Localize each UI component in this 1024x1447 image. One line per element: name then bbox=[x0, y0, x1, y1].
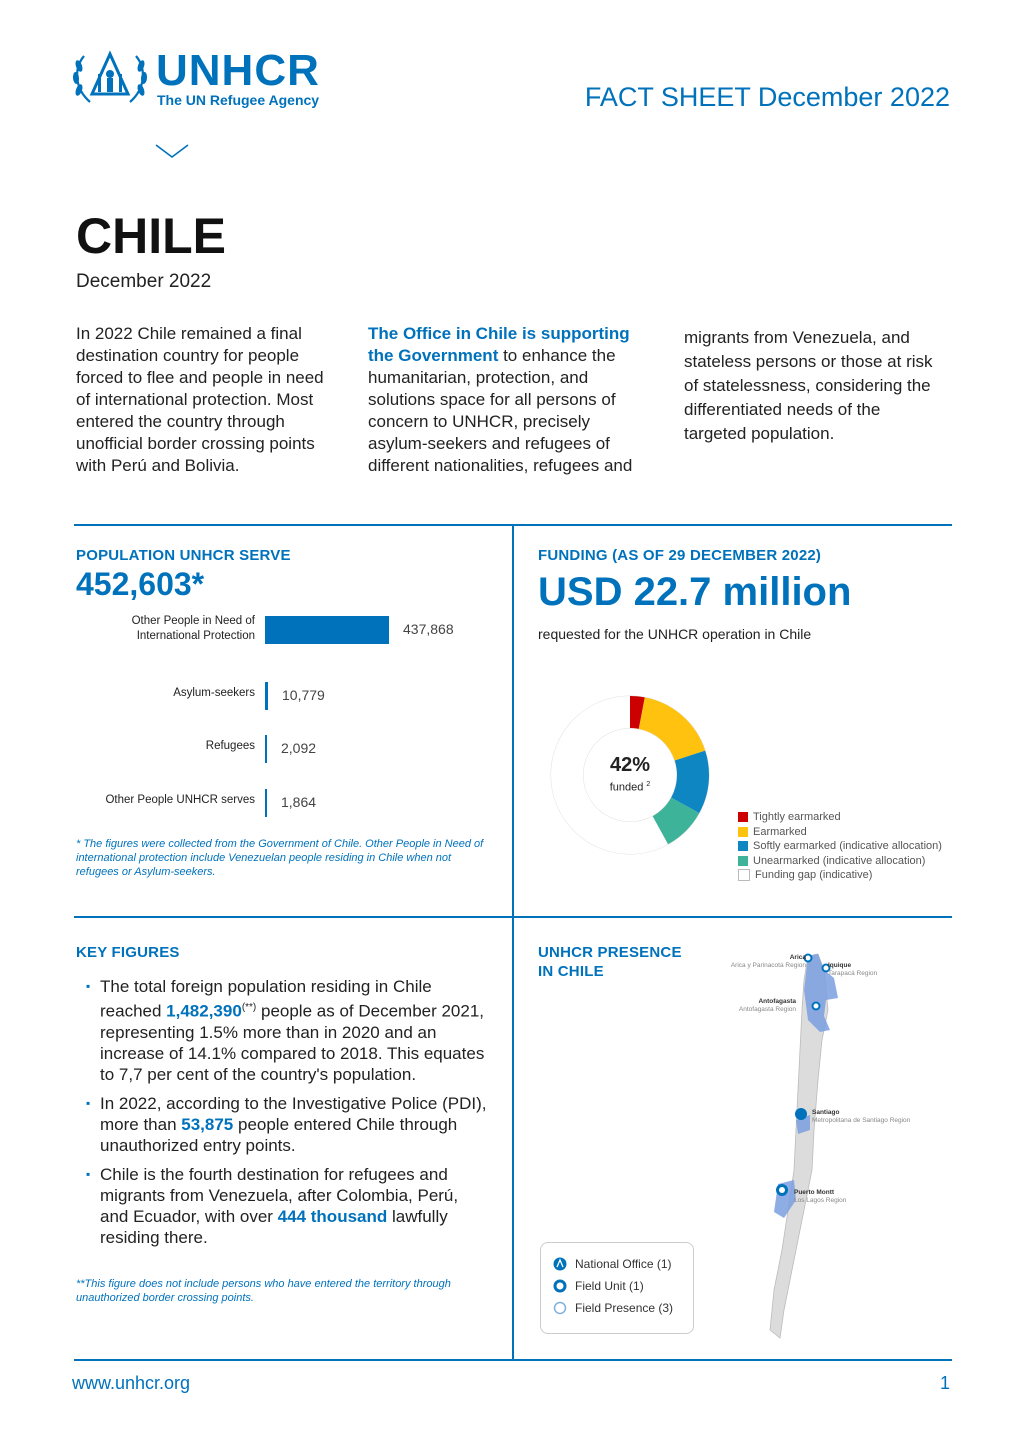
bar-value-label: 1,864 bbox=[281, 794, 317, 810]
national-office-icon bbox=[553, 1257, 567, 1271]
key-figure-item: ▪ Chile is the fourth destination for refugees and migrants from Venezuela, after Colombia, Perú, and Ecuador, with over 444 thousand lawfully residing there. bbox=[76, 1164, 490, 1248]
logo-wordmark: UNHCR bbox=[156, 46, 320, 95]
legend-item bbox=[738, 825, 942, 840]
key-figures-heading: KEY FIGURES bbox=[76, 944, 180, 961]
funded-label bbox=[592, 781, 668, 794]
population-footnote: * The figures were collected from the Government of Chile. Other People in Need of international protection include Venezuelan people residing in Chile when not refugees or Asylum-seekers. bbox=[76, 838, 484, 878]
key-figure-value: 1,482,390 bbox=[166, 1001, 242, 1021]
legend-swatch bbox=[738, 812, 748, 822]
legend-swatch bbox=[738, 827, 748, 837]
bar-value-label: 437,868 bbox=[403, 621, 454, 637]
map-legend-item bbox=[553, 1297, 673, 1319]
funded-percent: 42% bbox=[609, 754, 651, 776]
bar bbox=[265, 616, 389, 644]
intro-column-2-text: to enhance the humanitarian, protection, and solutions space for all persons of concern to UNHCR, precisely asylum-seekers and refugees of different nationalities, refugees and bbox=[368, 346, 633, 475]
bar-value-label: 10,779 bbox=[282, 687, 325, 703]
page-subtitle: December 2022 bbox=[76, 271, 212, 292]
map-label-name: Arica bbox=[789, 954, 806, 961]
legend-swatch bbox=[738, 869, 750, 881]
key-figure-value: 444 thousand bbox=[277, 1206, 388, 1226]
map-label-region: Metropolitana de Santiago Region bbox=[812, 1117, 911, 1124]
legend-label: Unearmarked (indicative allocation) bbox=[753, 854, 926, 867]
footer-url-link[interactable]: www.unhcr.org bbox=[72, 1373, 191, 1393]
bar-category-label: Other People in Need of International Protection bbox=[131, 615, 255, 642]
map-legend-label: Field Unit (1) bbox=[575, 1279, 644, 1293]
national-office-marker bbox=[795, 1108, 807, 1120]
legend-item bbox=[738, 868, 942, 883]
legend-label: Softly earmarked (indicative allocation) bbox=[753, 840, 942, 853]
map-label-name: Puerto Montt bbox=[794, 1189, 835, 1196]
funding-legend bbox=[738, 810, 942, 883]
presence-heading-2: IN CHILE bbox=[538, 963, 604, 980]
key-figure-value: 53,875 bbox=[181, 1114, 234, 1134]
map-label-puerto-montt bbox=[794, 1189, 884, 1205]
intro-column-1: In 2022 Chile remained a final destination country for people forced to flee and people in need of international protection. Most entered the country through unofficial border crossing points with Perú and Bolivia. bbox=[76, 324, 324, 475]
map-label-name: Iquique bbox=[828, 962, 852, 969]
legend-swatch bbox=[738, 841, 748, 851]
bar bbox=[265, 735, 267, 763]
divider bbox=[74, 1359, 952, 1361]
map-label-antofagasta bbox=[712, 998, 796, 1014]
legend-swatch bbox=[738, 856, 748, 866]
map-legend-label: Field Presence (3) bbox=[575, 1301, 674, 1315]
field-presence-icon bbox=[553, 1301, 567, 1315]
bar bbox=[265, 789, 267, 817]
funded-label-text: funded bbox=[609, 781, 644, 794]
funding-heading: FUNDING (AS OF 29 DECEMBER 2022) bbox=[538, 547, 822, 564]
population-heading: POPULATION UNHCR SERVE bbox=[76, 547, 291, 564]
field-presence-marker bbox=[813, 1003, 820, 1010]
map-label-name: Santiago bbox=[812, 1109, 840, 1116]
map-label-iquique bbox=[828, 962, 918, 978]
map-legend-item bbox=[553, 1253, 673, 1275]
intro-column-2 bbox=[368, 323, 654, 477]
map-label-region: Arica y Parinacota Region bbox=[730, 962, 806, 969]
chevron-down-icon bbox=[154, 142, 190, 160]
key-figure-item: ▪ In 2022, according to the Investigative Police (PDI), more than 53,875 people entered Chile through unauthorized entry points. bbox=[76, 1093, 490, 1156]
bar bbox=[265, 682, 268, 710]
population-bar-chart bbox=[0, 600, 512, 820]
page-number: 1 bbox=[939, 1373, 950, 1393]
intro-highlight: The Office in Chile is supporting the Government bbox=[368, 324, 630, 365]
map-label-santiago bbox=[812, 1109, 942, 1125]
legend-item bbox=[738, 854, 942, 869]
map-label-region: Tarapacá Region bbox=[828, 970, 878, 977]
key-figures-list bbox=[76, 976, 490, 1256]
legend-item bbox=[738, 810, 942, 825]
bar-category-label: Asylum-seekers bbox=[173, 687, 255, 699]
legend-label: Funding gap (indicative) bbox=[755, 869, 873, 882]
funding-amount: USD 22.7 million bbox=[538, 570, 852, 614]
legend-item bbox=[738, 839, 942, 854]
map-label-region: Antofagasta Region bbox=[738, 1006, 796, 1013]
intro-column-3: migrants from Venezuela, and stateless persons or those at risk of statelessness, considering the differentiated needs of the targeted population. bbox=[684, 328, 933, 443]
logo-tagline: The UN Refugee Agency bbox=[157, 92, 320, 108]
divider bbox=[512, 524, 514, 1360]
map-label-region: Los Lagos Region bbox=[794, 1197, 847, 1204]
page-title: CHILE bbox=[76, 208, 226, 264]
factsheet-label: FACT SHEET December 2022 bbox=[584, 82, 950, 112]
divider bbox=[74, 916, 952, 918]
legend-label: Tightly earmarked bbox=[753, 811, 841, 824]
map-legend-item bbox=[553, 1275, 673, 1297]
funding-caption: requested for the UNHCR operation in Chile bbox=[538, 626, 812, 642]
bar-value-label: 2,092 bbox=[281, 740, 317, 756]
map-legend-label: National Office (1) bbox=[575, 1257, 672, 1271]
field-unit-icon bbox=[553, 1279, 567, 1293]
presence-heading-1: UNHCR PRESENCE bbox=[538, 944, 682, 961]
map-legend bbox=[540, 1242, 694, 1334]
key-figure-item: ▪ The total foreign population residing in Chile reached 1,482,390(**) people as of December 2021, representing 1.5% more than in 2020 and an increase of 14.1% compared to 2018. This equates to 7,7 per cent of the country's population. bbox=[76, 976, 490, 1085]
map-label-arica bbox=[710, 954, 806, 970]
key-figures-footnote: **This figure does not include persons who have entered the territory through unauthorized border crossing points. bbox=[76, 1278, 451, 1304]
map-label-name: Antofagasta bbox=[758, 998, 796, 1005]
field-unit-marker bbox=[778, 1186, 787, 1195]
legend-label: Earmarked bbox=[753, 825, 807, 838]
laurel-emblem-icon bbox=[70, 44, 150, 110]
bar-category-label: Refugees bbox=[205, 740, 255, 752]
population-total: 452,603* bbox=[76, 566, 205, 602]
bar-category-label: Other People UNHCR serves bbox=[105, 794, 255, 806]
footnote-marker: (**) bbox=[241, 1002, 257, 1013]
funded-superscript: 2 bbox=[646, 781, 651, 788]
